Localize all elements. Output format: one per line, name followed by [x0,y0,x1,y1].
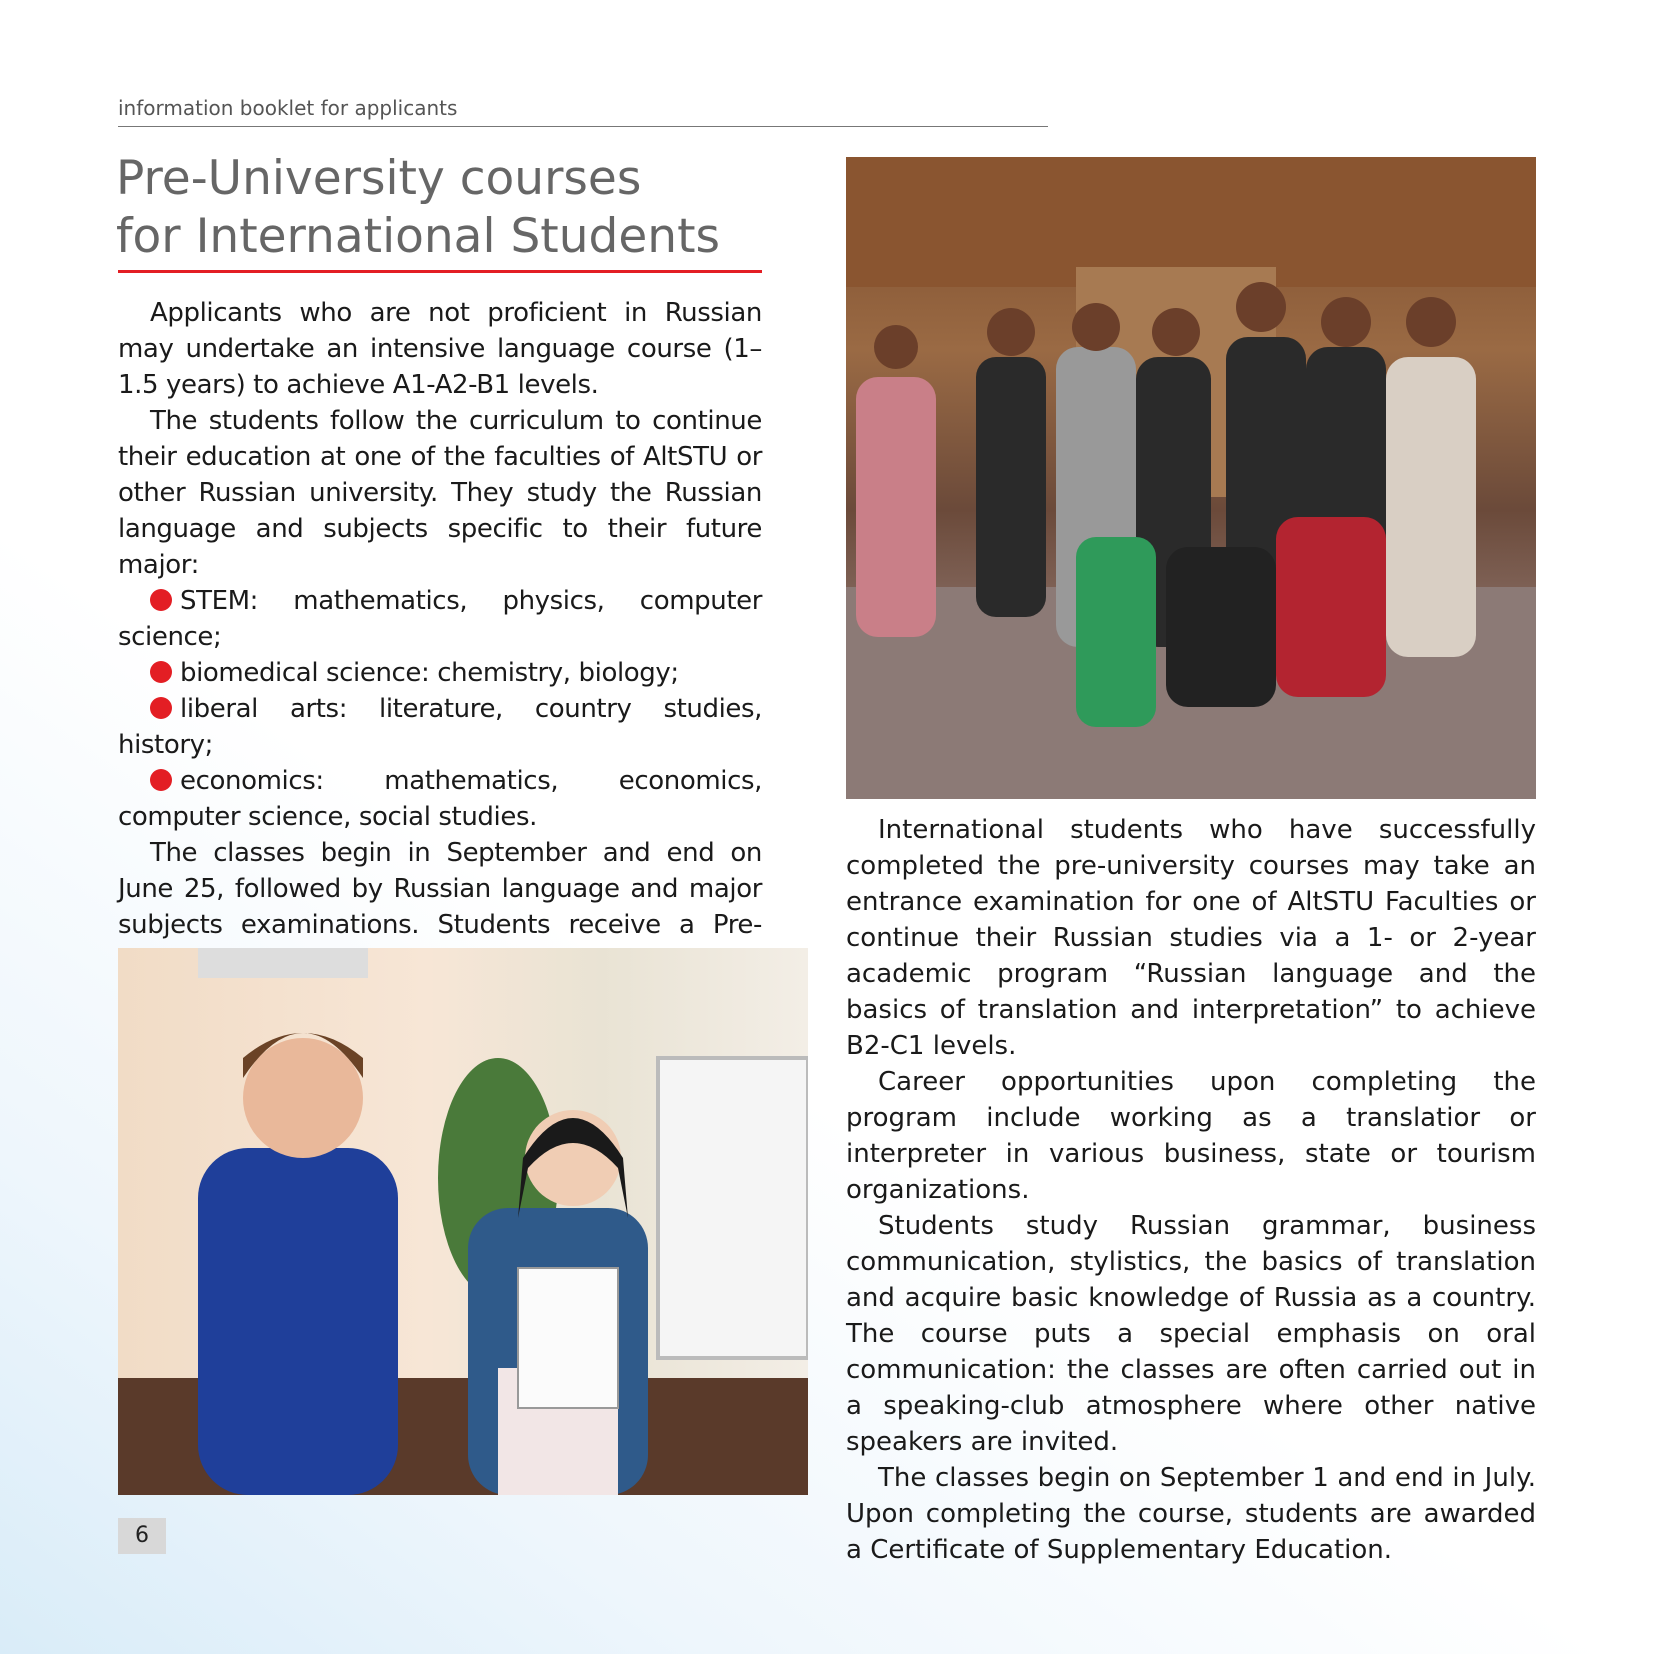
title-rule [118,270,762,273]
bullet-dot-icon [150,697,172,719]
title-line-1: Pre-University courses [116,151,642,206]
left-column [118,295,762,979]
paragraph: Career opportunities upon completing the program include working as a translatior or interpreter in various business, state or tourism organizations. [846,1067,1536,1205]
paragraph: Applicants who are not proficient in Russian may undertake an intensive language course (1–1.5 years) to achieve A1-A2-B1 levels. [118,298,762,400]
bullet-item: economics: mathematics, economics, computer science, social studies. [118,766,762,832]
bullet-dot-icon [150,589,172,611]
paragraph: International students who have successfully completed the pre-university courses may take an entrance examination for one of AltSTU Faculties or continue their Russian studies via a 1- or 2-year academic program “Russian language and the basics of translation and interpretation” to achieve B2-C1 levels. [846,815,1536,1061]
running-header: information booklet for applicants [118,96,458,120]
bullet-item: STEM: mathematics, physics, computer science; [118,586,762,652]
title-line-2: for International Students [116,209,720,264]
bullet-dot-icon [150,661,172,683]
right-column [846,812,1536,1568]
paragraph: The classes begin in September and end on June 25, followed by Russian language and major subjects examinations. Students receive a Pre- [118,838,762,940]
header-rule [118,126,1048,127]
paragraph: Students study Russian grammar, business communication, stylistics, the basics of translation and acquire basic knowledge of Russia as a country. The course puts a special emphasis on oral communication: the classes are often carried out in a speaking-club atmosphere where other native speakers are invited. [846,1211,1536,1457]
paragraph: The students follow the curriculum to continue their education at one of the faculties of AltSTU or other Russian university. They study the Russian language and subjects specific to their future major: [118,406,762,580]
bullet-item: liberal arts: literature, country studies, history; [118,694,762,760]
certificate-photo-illustration [118,948,808,1495]
group-photo [846,157,1536,799]
page-number: 6 [118,1518,166,1554]
paragraph: The classes begin on September 1 and end in July. Upon completing the course, students are awarded a Certificate of Supplementary Education. [846,1463,1536,1565]
group-photo-illustration [846,157,1536,799]
bullet-item: biomedical science: chemistry, biology; [118,655,762,691]
certificate-photo [118,948,808,1495]
bullet-dot-icon [150,769,172,791]
page-title [116,150,756,266]
